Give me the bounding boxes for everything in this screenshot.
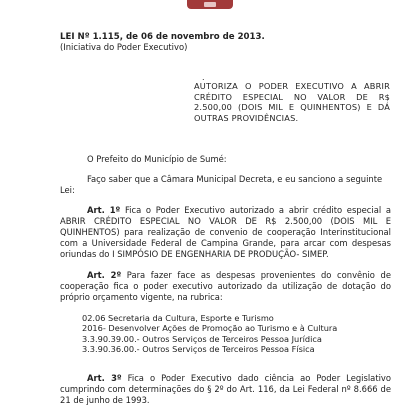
- rubric-item: 2016- Desenvolver Ações de Promoção ao Turismo e à Cultura: [82, 323, 338, 334]
- intro-paragraph: Faço saber que a Câmara Municipal Decreta, e eu sanciono a seguinte Lei:: [60, 174, 383, 195]
- salutation: O Prefeito do Município de Sumé:: [87, 154, 227, 164]
- article-2-label: Art. 2º: [87, 270, 122, 280]
- article-1-label: Art. 1º: [87, 205, 121, 215]
- ementa-dot: .: [202, 73, 205, 82]
- rubric-item: 3.3.90.39.00.- Outros Serviços de Terceiros Pessoa Jurídica: [82, 333, 322, 344]
- article-3-label: Art. 3º: [87, 373, 122, 383]
- article-3-text: Fica o Poder Executivo dado ciência ao Poder Legislativo cumprindo com determinações do § 2º do Art. 116, da Lei Federal nº 8.666 de 21 de junho de 1993.: [60, 373, 392, 405]
- article-2-text: Para fazer face as despesas provenientes do convênio de cooperação fica o poder executivo autorizado da utilização de dotação do próprio orçamento vigente, na rubrica:: [60, 270, 391, 302]
- article-3: [60, 373, 391, 406]
- rubric-item: 02.06 Secretaria da Cultura, Esporte e Turismo: [82, 313, 274, 323]
- municipal-emblem: [187, 0, 233, 9]
- article-2: [60, 270, 391, 303]
- article-1: [60, 205, 391, 260]
- rubric-list: [82, 313, 337, 355]
- ementa-text: AUTORIZA O PODER EXECUTIVO A ABRIR CRÉDITO ESPECIAL NO VALOR DE R$ 2.500,00 (DOIS MIL E QUINHENTOS) E DÁ OUTRAS PROVIDÊNCIAS.: [194, 81, 390, 123]
- article-1-text: Fica o Poder Executivo autorizado a abrir crédito especial a ABRIR CRÉDITO ESPECIAL NO VALOR DE R$ 2.500,00 (DOIS MIL E QUINHENTOS) para realização de convenio de cooperação Interinstitucional com a Universidade Federal de Campina Grande, para arcar com despesas oriundas do I SIMPÓSIO DE ENGENHARIA DE PRODUÇÃO- SIMEP.: [60, 205, 391, 259]
- rubric-item: 3.3.90.36.00.- Outros Serviços de Terceiros Pessoa Física: [82, 344, 315, 355]
- law-initiative: (Iniciativa do Poder Executivo): [60, 42, 188, 52]
- law-title: LEI Nº 1.115, de 06 de novembro de 2013.: [60, 32, 265, 42]
